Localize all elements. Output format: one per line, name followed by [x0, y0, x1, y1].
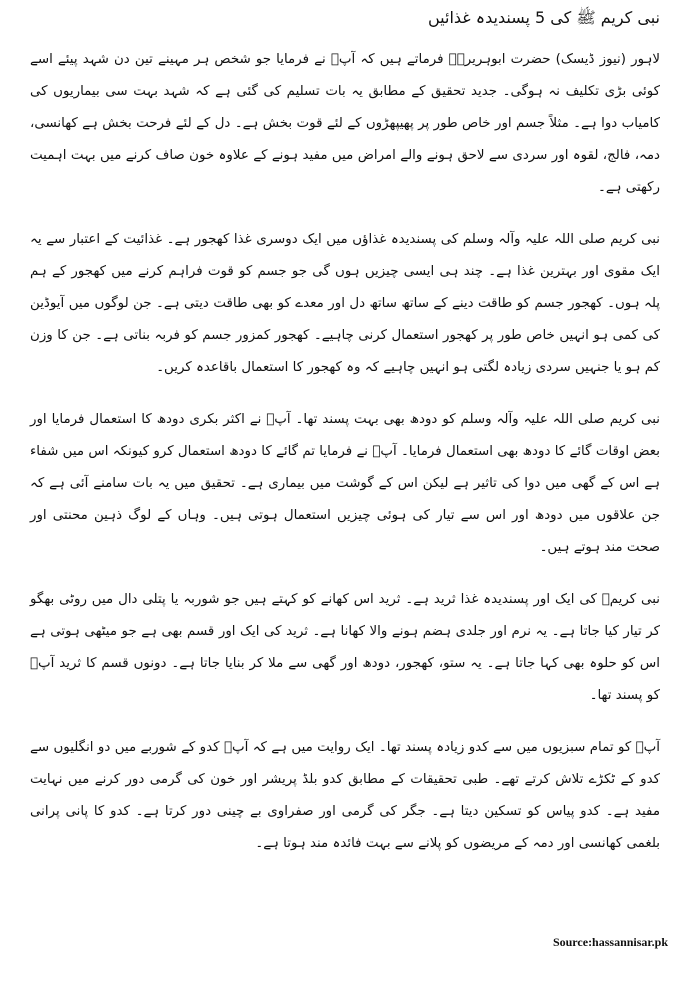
paragraph-tharid: نبی کریمؐ کی ایک اور پسندیدہ غذا ثرید ہے۔ ثرید اس کھانے کو کہتے ہیں جو شوربہ یا پتلی دال میں روٹی بھگو کر تیار کیا جاتا ہے۔ یہ نرم اور جلدی ہضم ہونے والا کھانا ہے۔ ثرید کی ایک اور قسم بھی ہے جو میٹھی ہوتی ہے اس کو حلوہ بھی کہا جاتا ہے۔ یہ ستو، کھجور، دودھ اور گھی سے ملا کر بنایا جاتا ہے۔ دونوں قسم کا ثرید آپؐ کو پسند تھا۔ [30, 592, 660, 703]
article [30, 6, 660, 880]
paragraph-honey: لاہور (نیوز ڈیسک) حضرت ابوہریرہؓ فرماتے ہیں کہ آپؐ نے فرمایا جو شخص ہر مہینے تین دن شہد پیئے اسے کوئی بڑی تکلیف نہ ہوگی۔ جدید تحقیق کے مطابق یہ بات تسلیم کی گئی ہے کہ شہد بہت سی بیماریوں کی کامیاب دوا ہے۔ مثلاً جسم اور خاص طور پر پھیپھڑوں کے لئے قوت بخش ہے۔ دل کے لئے فرحت بخش ہے کھانسی، دمہ، فالج، لقوہ اور سردی سے لاحق ہونے والے امراض میں مفید ہونے کے علاوہ خون صاف کرنے میں بہت اہمیت رکھتی ہے۔ [30, 52, 660, 195]
paragraph-dates: نبی کریم صلی اللہ علیہ وآلہ وسلم کی پسندیدہ غذاؤں میں ایک دوسری غذا کھجور ہے۔ غذائیت کے اعتبار سے یہ ایک مقوی اور بہترین غذا ہے۔ چند ہی ایسی چیزیں ہوں گی جو جسم کو قوت فراہم کرنے میں کھجور کے ہم پلہ ہوں۔ کھجور جسم کو طاقت دینے کے ساتھ ساتھ دل اور معدے کو بھی طاقت دیتی ہے۔ جن لوگوں میں آیوڈین کی کمی ہو انہیں خاص طور پر کھجور استعمال کرنی چاہیے۔ کھجور کمزور جسم کو فربہ بناتی ہے۔ جن کا وزن کم ہو یا جنہیں سردی زیادہ لگتی ہو انہیں چاہیے کہ وہ کھجور کا استعمال باقاعدہ کریں۔ [30, 232, 660, 375]
paragraph-pumpkin: آپؐ کو تمام سبزیوں میں سے کدو زیادہ پسند تھا۔ ایک روایت میں ہے کہ آپؐ کدو کے شوربے میں دو انگلیوں سے کدو کے ٹکڑے تلاش کرتے تھے۔ طبی تحقیقات کے مطابق کدو بلڈ پریشر اور خون کی گرمی دور کرنے میں نہایت مفید ہے۔ کدو پیاس کو تسکین دیتا ہے۔ جگر کی گرمی اور صفراوی بے چینی دور کرتا ہے۔ کدو کا پانی پرانی بلغمی کھانسی اور دمہ کے مریضوں کو پلانے سے بہت فائدہ مند ہوتا ہے۔ [30, 740, 660, 851]
article-title: نبی کریم ﷺ کی 5 پسندیدہ غذائیں [427, 8, 660, 27]
paragraph-milk: نبی کریم صلی اللہ علیہ وآلہ وسلم کو دودھ بھی بہت پسند تھا۔ آپؐ نے اکثر بکری دودھ کا استعمال فرمایا اور بعض اوقات گائے کا دودھ بھی استعمال فرمایا۔ آپؐ نے فرمایا تم گائے کا دودھ استعمال کرو کیونکہ اس میں شفاء ہے اس کے گھی میں دوا کی تاثیر ہے لیکن اس کے گوشت میں بیماری ہے۔ تحقیق میں یہ بات سامنے آئی ہے کہ جن علاقوں میں دودھ اور اس سے تیار کی ہوئی چیزیں استعمال ہوتی ہیں۔ وہاں کے لوگ ذہین محنتی اور صحت مند ہوتے ہیں۔ [30, 412, 660, 555]
source-credit: Source:hassannisar.pk [552, 935, 668, 949]
